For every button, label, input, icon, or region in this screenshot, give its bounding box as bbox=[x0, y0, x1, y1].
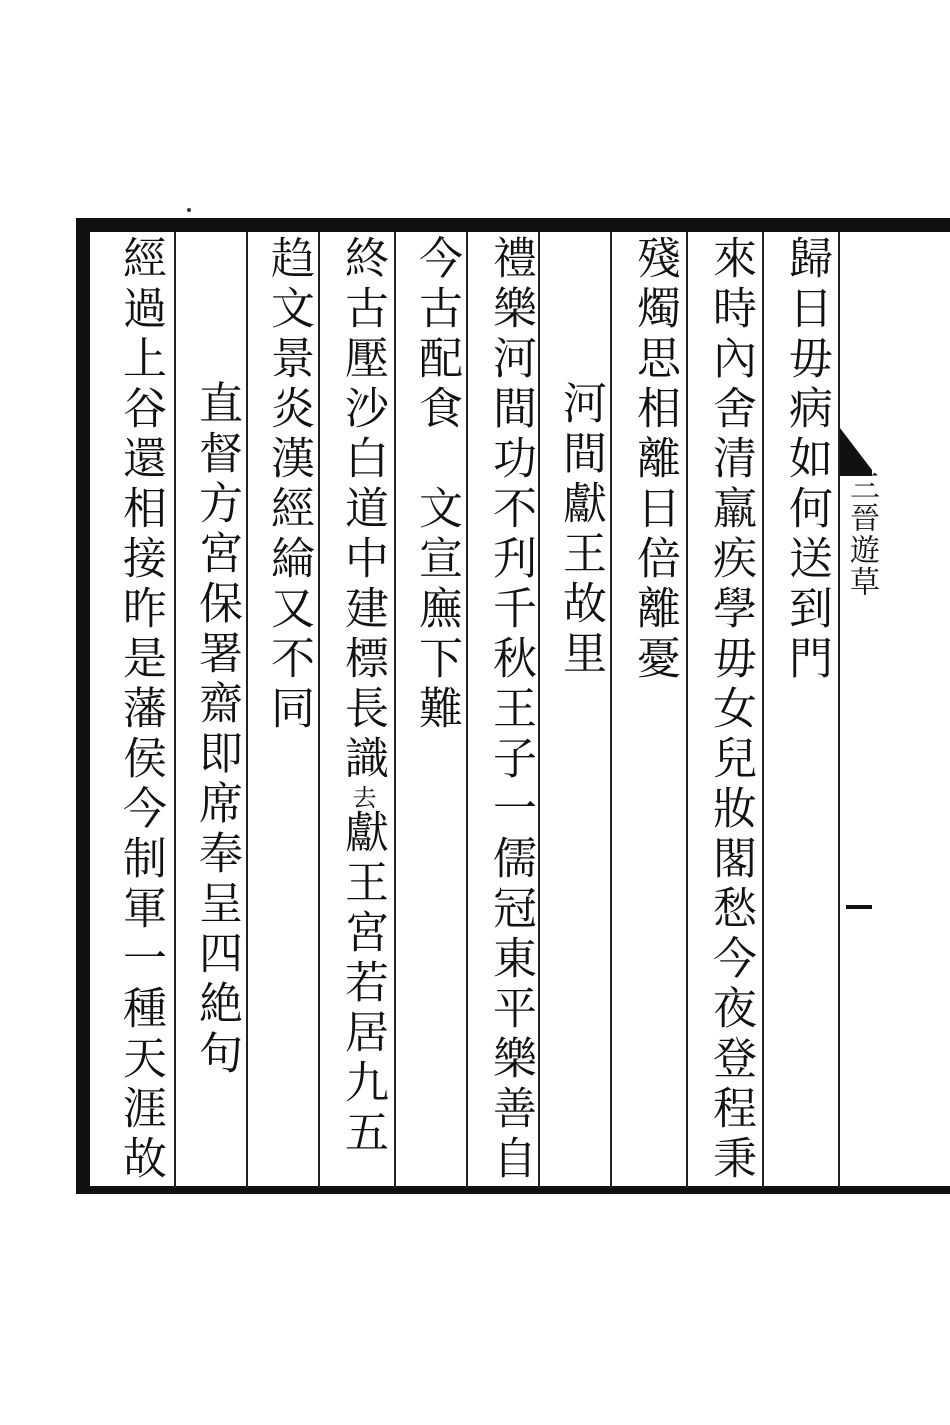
poem-title-column-2: 直督方宮保署齋即席奉呈四絶句 bbox=[191, 380, 242, 1080]
running-title: 三晉遊草 bbox=[844, 470, 879, 598]
frame-top-border bbox=[80, 218, 950, 232]
page-number-mark bbox=[846, 905, 872, 909]
text-column-7-cont: 獻王宮若居九五 bbox=[337, 809, 388, 1159]
frame-left-border bbox=[76, 218, 90, 1194]
column-divider bbox=[762, 232, 764, 1188]
fish-tail-mark bbox=[840, 428, 872, 470]
column-divider bbox=[394, 232, 396, 1188]
text-column-7 bbox=[330, 235, 394, 1185]
text-column-1: 歸日毋病如何送到門 bbox=[781, 235, 832, 685]
text-column-3: 殘燭思相離日倍離憂 bbox=[629, 235, 680, 685]
text-column-10: 經過上谷還相接昨是藩侯今制軍一種天涯故 bbox=[115, 235, 166, 1185]
text-column-6: 今古配食 文宣廡下難 bbox=[411, 235, 462, 735]
tone-annotation: 去 bbox=[348, 785, 376, 809]
text-column-2: 來時內舍清羸疾學毋女兒妝閣愁今夜登程秉 bbox=[705, 235, 756, 1185]
column-divider bbox=[174, 232, 176, 1188]
ink-speck bbox=[187, 208, 191, 212]
center-fold-line bbox=[838, 232, 840, 1188]
text-column-8: 趋文景炎漢經綸又不同 bbox=[263, 235, 314, 735]
text-column-5: 禮樂河間功不刋千秋王子一儒冠東平樂善自 bbox=[485, 235, 536, 1185]
poem-title-column: 河間獻王故里 bbox=[555, 380, 606, 680]
text-column-7-main: 終古壓沙白道中建標長識 bbox=[337, 235, 388, 785]
column-divider bbox=[686, 232, 688, 1188]
